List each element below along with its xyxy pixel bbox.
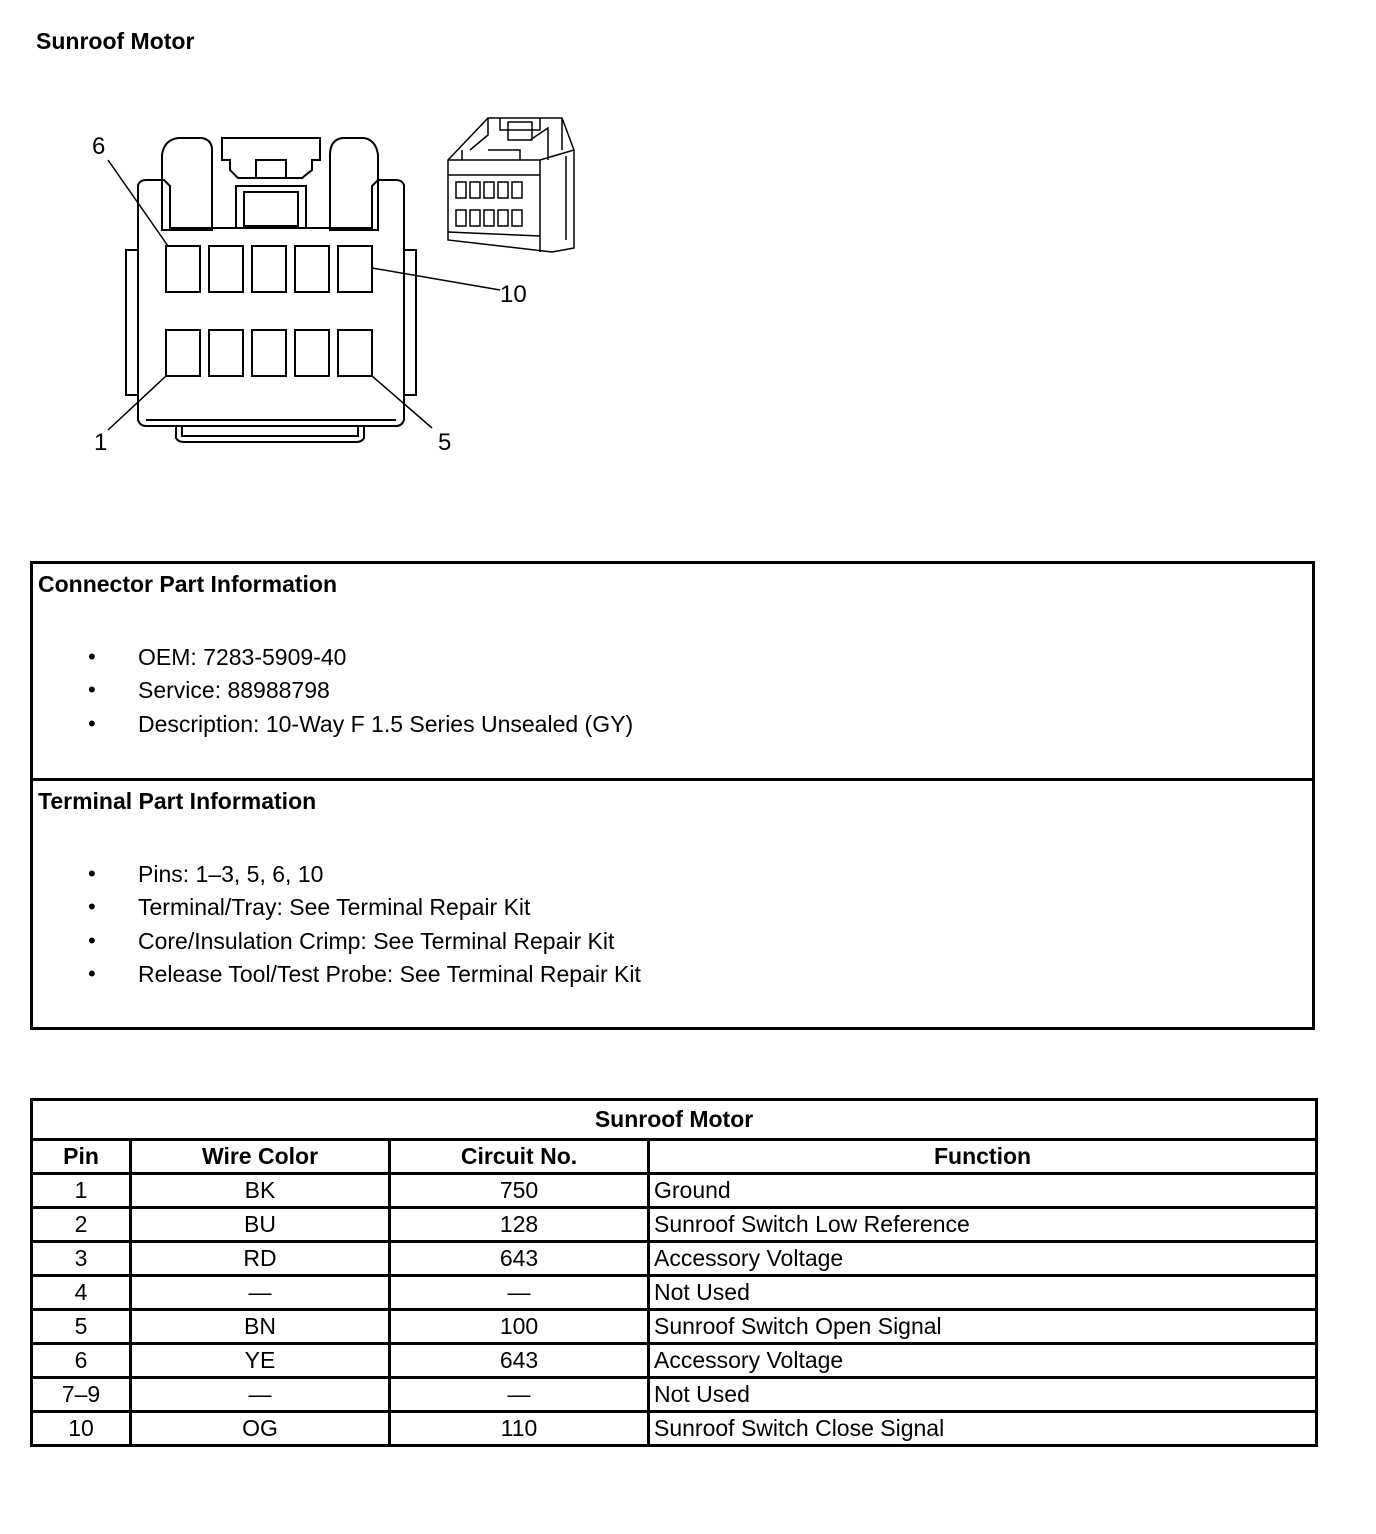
- table-row: [32, 1242, 1317, 1276]
- function-cell: Not Used: [649, 1378, 1317, 1412]
- terminal-cavity: [209, 246, 243, 292]
- terminal-cavity: [338, 246, 372, 292]
- function-cell: Sunroof Switch Open Signal: [649, 1310, 1317, 1344]
- terminal-cavity: [295, 246, 329, 292]
- column-header-pin: Pin: [32, 1140, 131, 1174]
- terminal-cavity: [295, 330, 329, 376]
- wire-color-cell: —: [131, 1378, 390, 1412]
- circuit-cell: 643: [390, 1242, 649, 1276]
- wire-color-cell: YE: [131, 1344, 390, 1378]
- terminal-info-title: Terminal Part Information: [38, 788, 317, 814]
- terminal-cavity: [338, 330, 372, 376]
- page-title: Sunroof Motor: [36, 28, 195, 54]
- function-cell: Sunroof Switch Low Reference: [649, 1208, 1317, 1242]
- connector-diagram: [0, 0, 620, 470]
- pin-label-10: 10: [500, 281, 527, 308]
- table-row: [32, 1208, 1317, 1242]
- table-row: [32, 1310, 1317, 1344]
- wire-color-cell: OG: [131, 1412, 390, 1446]
- pin-cell: 10: [32, 1412, 131, 1446]
- circuit-cell: 110: [390, 1412, 649, 1446]
- circuit-cell: 128: [390, 1208, 649, 1242]
- function-cell: Accessory Voltage: [649, 1242, 1317, 1276]
- connector-face-view: [108, 138, 500, 442]
- pin-label-6: 6: [92, 133, 106, 160]
- wire-color-cell: RD: [131, 1242, 390, 1276]
- function-cell: Ground: [649, 1174, 1317, 1208]
- column-header-function: Function: [649, 1140, 1317, 1174]
- column-header-wire-color: Wire Color: [131, 1140, 390, 1174]
- circuit-cell: —: [390, 1378, 649, 1412]
- connector-info-title: Connector Part Information: [38, 571, 338, 597]
- part-information-box: [30, 561, 1315, 1030]
- terminal-cavity: [252, 246, 286, 292]
- circuit-cell: —: [390, 1276, 649, 1310]
- function-cell: Accessory Voltage: [649, 1344, 1317, 1378]
- terminal-cavity: [252, 330, 286, 376]
- circuit-cell: 750: [390, 1174, 649, 1208]
- wire-color-cell: —: [131, 1276, 390, 1310]
- pin-cell: 1: [32, 1174, 131, 1208]
- circuit-cell: 643: [390, 1344, 649, 1378]
- pin-label-1: 1: [94, 429, 108, 456]
- wire-color-cell: BK: [131, 1174, 390, 1208]
- pin-table: [30, 1098, 1318, 1447]
- circuit-cell: 100: [390, 1310, 649, 1344]
- table-row: [32, 1378, 1317, 1412]
- table-caption: Sunroof Motor: [32, 1100, 1317, 1140]
- terminal-cavity: [166, 246, 200, 292]
- column-header-circuit: Circuit No.: [390, 1140, 649, 1174]
- table-row: [32, 1412, 1317, 1446]
- terminal-part-information: Terminal Part Information • Pins: 1–3, 5, 6, 10 • Terminal/Tray: See Terminal Repair Kit • Core/Insulation Crimp: See Terminal Repair Kit • Release Tool/Test Probe: See Terminal Repair Kit: [38, 788, 641, 987]
- pin-cell: 6: [32, 1344, 131, 1378]
- wire-color-cell: BN: [131, 1310, 390, 1344]
- pin-cell: 4: [32, 1276, 131, 1310]
- terminal-cavity: [209, 330, 243, 376]
- table-row: [32, 1174, 1317, 1208]
- connector-isometric-view: [448, 118, 574, 252]
- pin-cell: 7–9: [32, 1378, 131, 1412]
- terminal-cavity: [166, 330, 200, 376]
- connector-part-information: Connector Part Information • OEM: 7283-5909-40 • Service: 88988798 • Description: 10-Way F 1.5 Series Unsealed (GY): [33, 564, 1312, 781]
- table-row: [32, 1276, 1317, 1310]
- pin-cell: 5: [32, 1310, 131, 1344]
- wire-color-cell: BU: [131, 1208, 390, 1242]
- function-cell: Sunroof Switch Close Signal: [649, 1412, 1317, 1446]
- pin-cell: 3: [32, 1242, 131, 1276]
- pin-label-5: 5: [438, 429, 452, 456]
- table-row: [32, 1344, 1317, 1378]
- pin-cell: 2: [32, 1208, 131, 1242]
- function-cell: Not Used: [649, 1276, 1317, 1310]
